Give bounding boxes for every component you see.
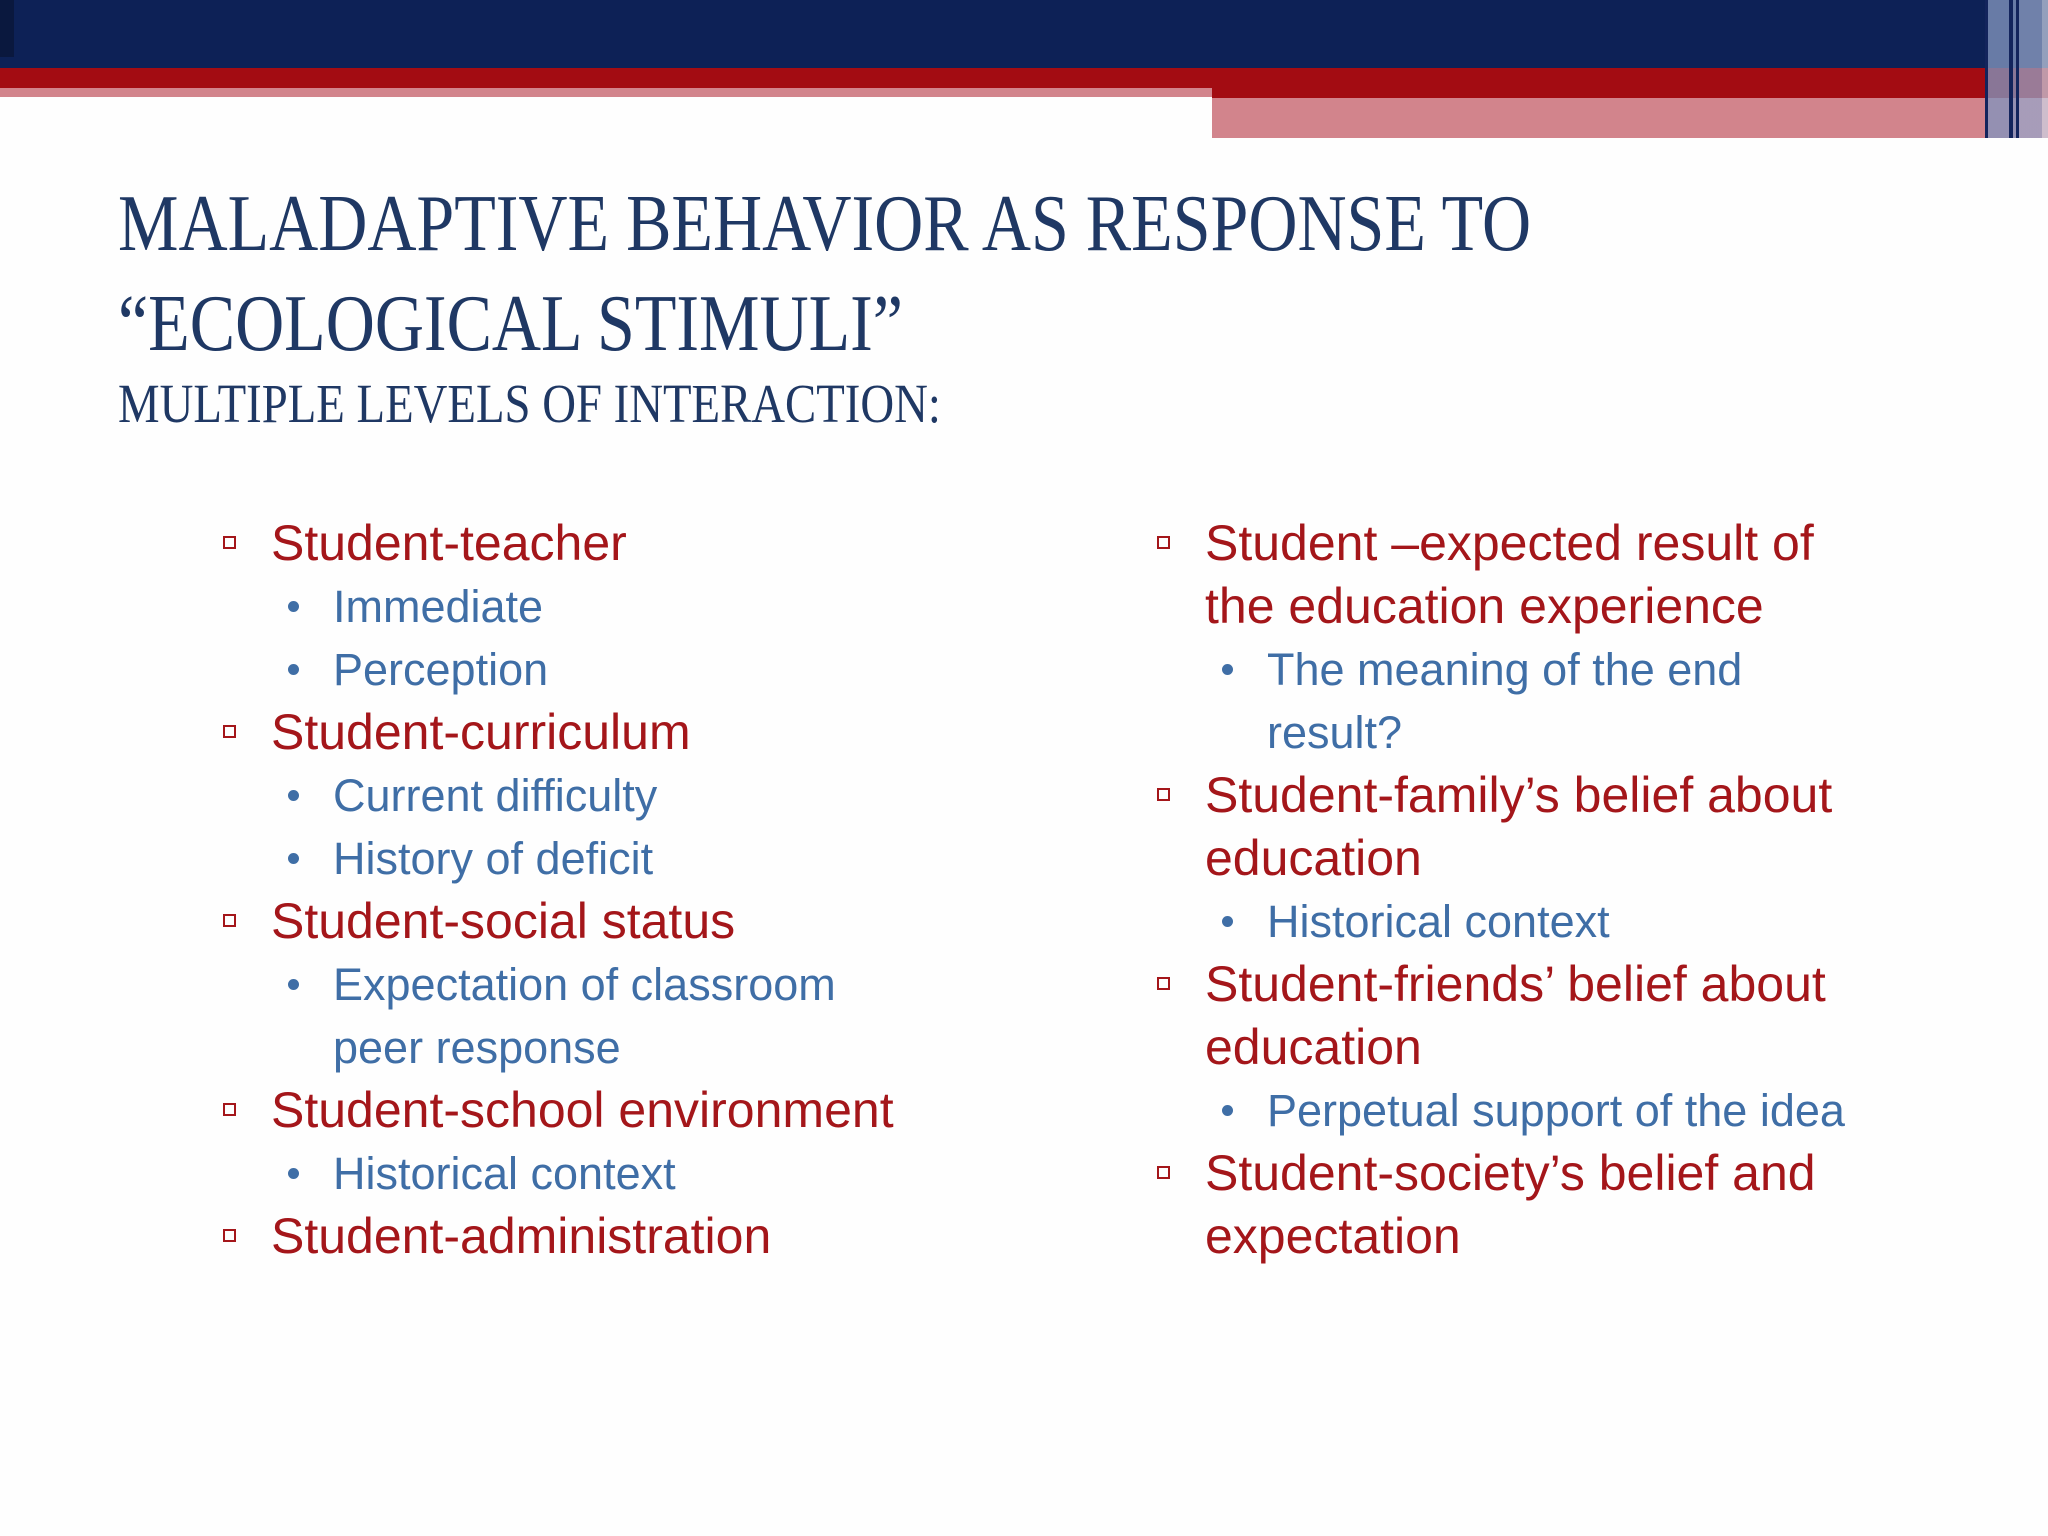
list-item-text: Immediate: [333, 581, 544, 632]
square-bullet-icon: [223, 1229, 236, 1242]
list-item: [222, 701, 1012, 764]
dot-bullet-icon: [1222, 664, 1233, 675]
square-bullet-icon: [1157, 1166, 1170, 1179]
slide-subtitle: MULTIPLE LEVELS OF INTERACTION:: [118, 373, 941, 434]
list-item-text: education: [1205, 1019, 1422, 1075]
square-bullet-icon: [1157, 536, 1170, 549]
header-vertical-stripes-icon: [1985, 0, 2048, 138]
slide-title-line-1: MALADAPTIVE BEHAVIOR AS RESPONSE TO: [118, 180, 1532, 268]
slide-title-line-2: “ECOLOGICAL STIMULI”: [118, 280, 903, 368]
list-item: [222, 1079, 1012, 1142]
square-bullet-icon: [223, 914, 236, 927]
list-item: [1156, 890, 1976, 953]
square-bullet-icon: [1157, 977, 1170, 990]
list-item: [1156, 1079, 1976, 1142]
bullet-list-left: [222, 512, 1012, 1268]
dot-bullet-icon: [1222, 1105, 1233, 1116]
list-item-text: Student-friends’ belief about: [1205, 956, 1826, 1012]
header-corner-accent: [0, 0, 14, 57]
list-item-text: Student –expected result of: [1205, 515, 1814, 571]
dot-bullet-icon: [288, 979, 299, 990]
list-item-text: History of deficit: [333, 833, 654, 884]
header-pink-block-right: [1212, 98, 2048, 138]
dot-bullet-icon: [288, 790, 299, 801]
list-item: [222, 638, 1012, 701]
list-item-text: Student-family’s belief about: [1205, 767, 1833, 823]
list-item: [222, 512, 1012, 575]
list-item: [1156, 512, 1976, 638]
list-item-text: Expectation of classroom: [333, 959, 836, 1010]
square-bullet-icon: [1157, 788, 1170, 801]
list-item-text: result?: [1267, 707, 1403, 758]
list-item-text: Student-curriculum: [271, 704, 691, 760]
list-item-text: peer response: [333, 1022, 621, 1073]
list-item-text: Historical context: [333, 1148, 676, 1199]
list-item: [1156, 638, 1976, 764]
list-item: [222, 1142, 1012, 1205]
square-bullet-icon: [223, 725, 236, 738]
list-item: [222, 764, 1012, 827]
list-item-text: Current difficulty: [333, 770, 658, 821]
list-item-text: Student-society’s belief and: [1205, 1145, 1816, 1201]
list-item: [222, 575, 1012, 638]
dot-bullet-icon: [288, 853, 299, 864]
header-pink-strip: [0, 88, 1212, 97]
list-item-text: education: [1205, 830, 1422, 886]
dot-bullet-icon: [288, 601, 299, 612]
list-item: [1156, 953, 1976, 1079]
list-item-text: Perpetual support of the idea: [1267, 1085, 1845, 1136]
list-item-text: the education experience: [1205, 578, 1764, 634]
bullet-list-right: [1156, 512, 1976, 1268]
list-item: [1156, 1142, 1976, 1268]
list-item-text: Perception: [333, 644, 549, 695]
list-item: [222, 1205, 1012, 1268]
square-bullet-icon: [223, 1103, 236, 1116]
list-item-text: The meaning of the end: [1267, 644, 1743, 695]
list-item-text: expectation: [1205, 1208, 1461, 1264]
list-item-text: Student-school environment: [271, 1082, 894, 1138]
list-item: [222, 953, 1012, 1079]
list-item-text: Historical context: [1267, 896, 1610, 947]
list-item: [222, 827, 1012, 890]
square-bullet-icon: [223, 536, 236, 549]
dot-bullet-icon: [1222, 916, 1233, 927]
list-item-text: Student-administration: [271, 1208, 772, 1264]
list-item-text: Student-social status: [271, 893, 736, 949]
list-item-text: Student-teacher: [271, 515, 627, 571]
dot-bullet-icon: [288, 664, 299, 675]
list-item: [1156, 764, 1976, 890]
header-red-block-right: [1212, 68, 2048, 98]
dot-bullet-icon: [288, 1168, 299, 1179]
list-item: [222, 890, 1012, 953]
header-navy-band: [0, 0, 2048, 68]
